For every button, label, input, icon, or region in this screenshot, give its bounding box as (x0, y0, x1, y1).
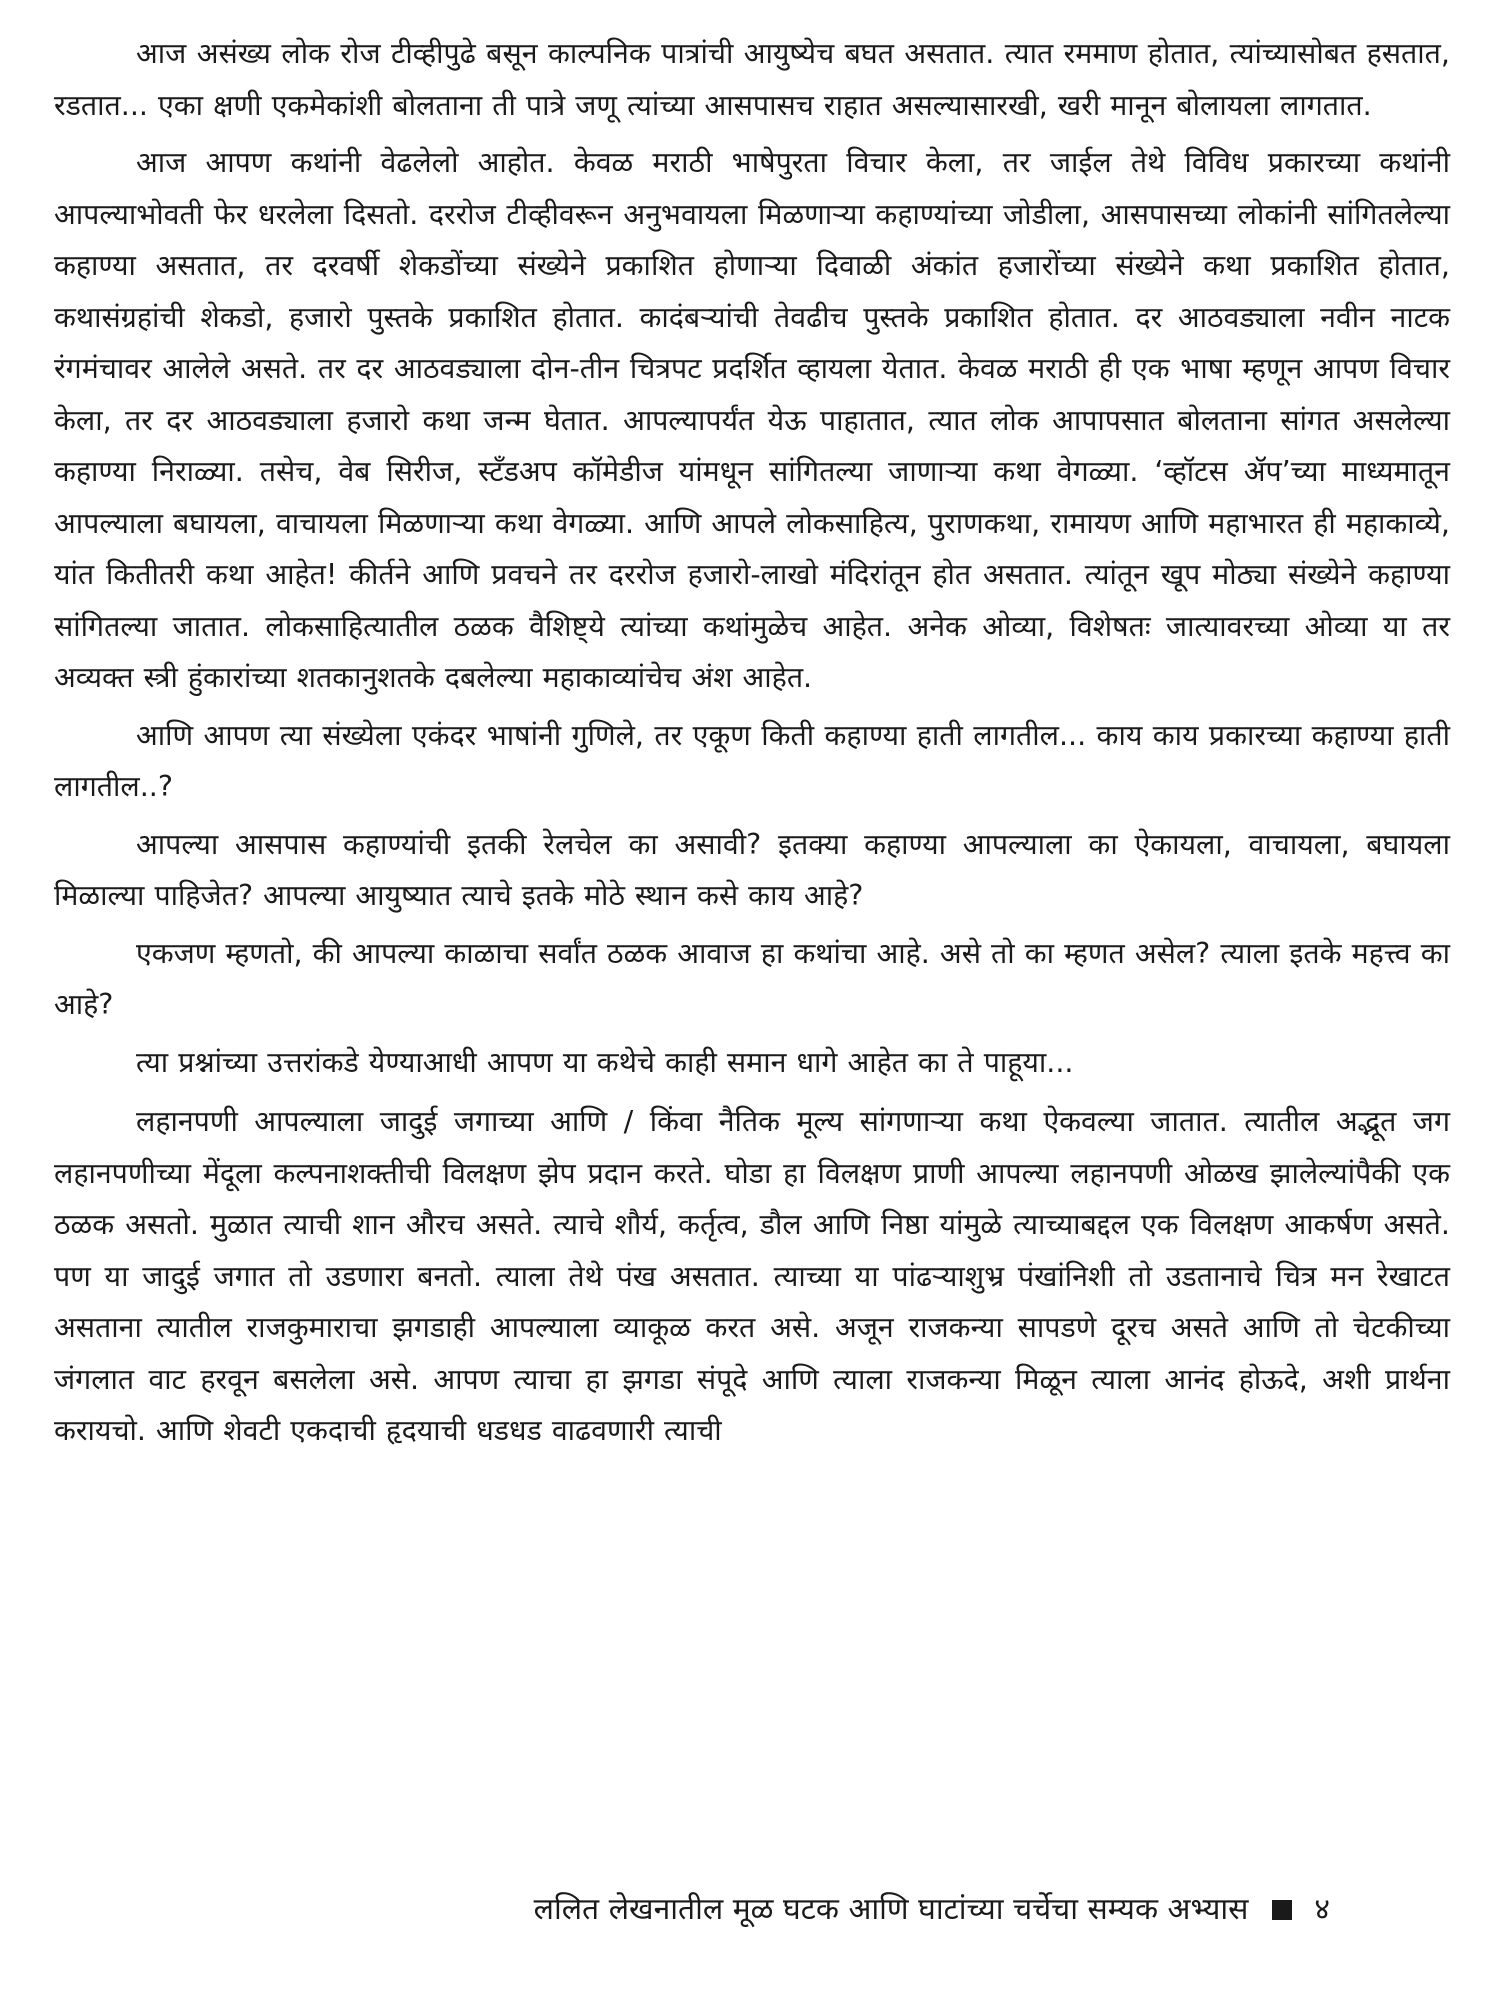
paragraph-3: आणि आपण त्या संख्येला एकंदर भाषांनी गुणिले, तर एकूण किती कहाण्या हाती लागतील... काय काय प्रकारच्या कहाण्या हाती लागतील..? (54, 718, 1450, 803)
paragraph-7: लहानपणी आपल्याला जादुई जगाच्या आणि / किंवा नैतिक मूल्य सांगणाऱ्या कथा ऐकवल्या जातात. त्यातील अद्भूत जग लहानपणीच्या मेंदूला कल्पनाशक्तीची विलक्षण झेप प्रदान करते. घोडा हा विलक्षण प्राणी आपल्या लहानपणी ओळख झालेल्यांपैकी एक ठळक असतो. मुळात त्याची शान औरच असते. त्याचे शौर्य, कर्तृत्व, डौल आणि निष्ठा यांमुळे त्याच्याबद्दल एक विलक्षण आकर्षण असते. पण या जादुई जगात तो उडणारा बनतो. त्याला तेथे पंख असतात. त्याच्या या पांढऱ्याशुभ्र पंखांनिशी तो उडतानाचे चित्र मन रेखाटत असताना त्यातील राजकुमाराचा झगडाही आपल्याला व्याकूळ करत असे. अजून राजकन्या सापडणे दूरच असते आणि तो चेटकीच्या जंगलात वाट हरवून बसलेला असे. आपण त्याचा हा झगडा संपूदे आणि त्याला राजकन्या मिळून त्याला आनंद होऊदे, अशी प्रार्थना करायचो. आणि शेवटी एकदाची हृदयाची धडधड वाढवणारी त्याची (54, 1105, 1450, 1447)
running-title: ललित लेखनातील मूळ घटक आणि घाटांच्या चर्चेचा सम्यक अभ्यास (533, 1892, 1249, 1927)
page-number: ४ (1314, 1892, 1330, 1927)
square-bullet-icon (1272, 1900, 1292, 1920)
paragraph-4: आपल्या आसपास कहाण्यांची इतकी रेलचेल का असावी? इतक्या कहाण्या आपल्याला का ऐकायला, वाचायला, बघायला मिळाल्या पाहिजेत? आपल्या आयुष्यात त्याचे इतके मोठे स्थान कसे काय आहे? (54, 827, 1450, 912)
page-footer (534, 1890, 1330, 1930)
page-body (54, 28, 1450, 1878)
paragraph-2: आज आपण कथांनी वेढलेलो आहोत. केवळ मराठी भाषेपुरता विचार केला, तर जाईल तेथे विविध प्रकारच्या कथांनी आपल्याभोवती फेर धरलेला दिसतो. दररोज टीव्हीवरून अनुभवायला मिळणाऱ्या कहाण्यांच्या जोडीला, आसपासच्या लोकांनी सांगितलेल्या कहाण्या असतात, तर दरवर्षी शेकडोंच्या संख्येने प्रकाशित होणाऱ्या दिवाळी अंकांत हजारोंच्या संख्येने कथा प्रकाशित होतात, कथासंग्रहांची शेकडो, हजारो पुस्तके प्रकाशित होतात. कादंबऱ्यांची तेवढीच पुस्तके प्रकाशित होतात. दर आठवड्याला नवीन नाटक रंगमंचावर आलेले असते. तर दर आठवड्याला दोन-तीन चित्रपट प्रदर्शित व्हायला येतात. केवळ मराठी ही एक भाषा म्हणून आपण विचार केला, तर दर आठवड्याला हजारो कथा जन्म घेतात. आपल्यापर्यंत येऊ पाहातात, त्यात लोक आपापसात बोलताना सांगत असलेल्या कहाण्या निराळ्या. तसेच, वेब सिरीज, स्टँडअप कॉमेडीज यांमधून सांगितल्या जाणाऱ्या कथा वेगळ्या. ‘व्हॉटस ॲप’च्या माध्यमातून आपल्याला बघायला, वाचायला मिळणाऱ्या कथा वेगळ्या. आणि आपले लोकसाहित्य, पुराणकथा, रामायण आणि महाभारत ही महाकाव्ये, यांत कितीतरी कथा आहेत! कीर्तने आणि प्रवचने तर दररोज हजारो-लाखो मंदिरांतून होत असतात. त्यांतून खूप मोठ्या संख्येने कहाण्या सांगितल्या जातात. लोकसाहित्यातील ठळक वैशिष्ट्ये त्यांच्या कथांमुळेच आहेत. अनेक ओव्या, विशेषतः जात्यावरच्या ओव्या या तर अव्यक्त स्त्री हुंकारांच्या शतकानुशतके दबलेल्या महाकाव्यांचेच अंश आहेत. (54, 146, 1450, 694)
paragraph-5: एकजण म्हणतो, की आपल्या काळाचा सर्वांत ठळक आवाज हा कथांचा आहे. असे तो का म्हणत असेल? त्याला इतके महत्त्व का आहे? (54, 936, 1450, 1021)
paragraph-6: त्या प्रश्नांच्या उत्तरांकडे येण्याआधी आपण या कथेचे काही समान धागे आहेत का ते पाहूया... (136, 1045, 1074, 1079)
paragraph-1: आज असंख्य लोक रोज टीव्हीपुढे बसून काल्पनिक पात्रांची आयुष्येच बघत असतात. त्यात रममाण होतात, त्यांच्यासोबत हसतात, रडतात... एका क्षणी एकमेकांशी बोलताना ती पात्रे जणू त्यांच्या आसपासच राहात असल्यासारखी, खरी मानून बोलायला लागतात. (54, 37, 1450, 122)
